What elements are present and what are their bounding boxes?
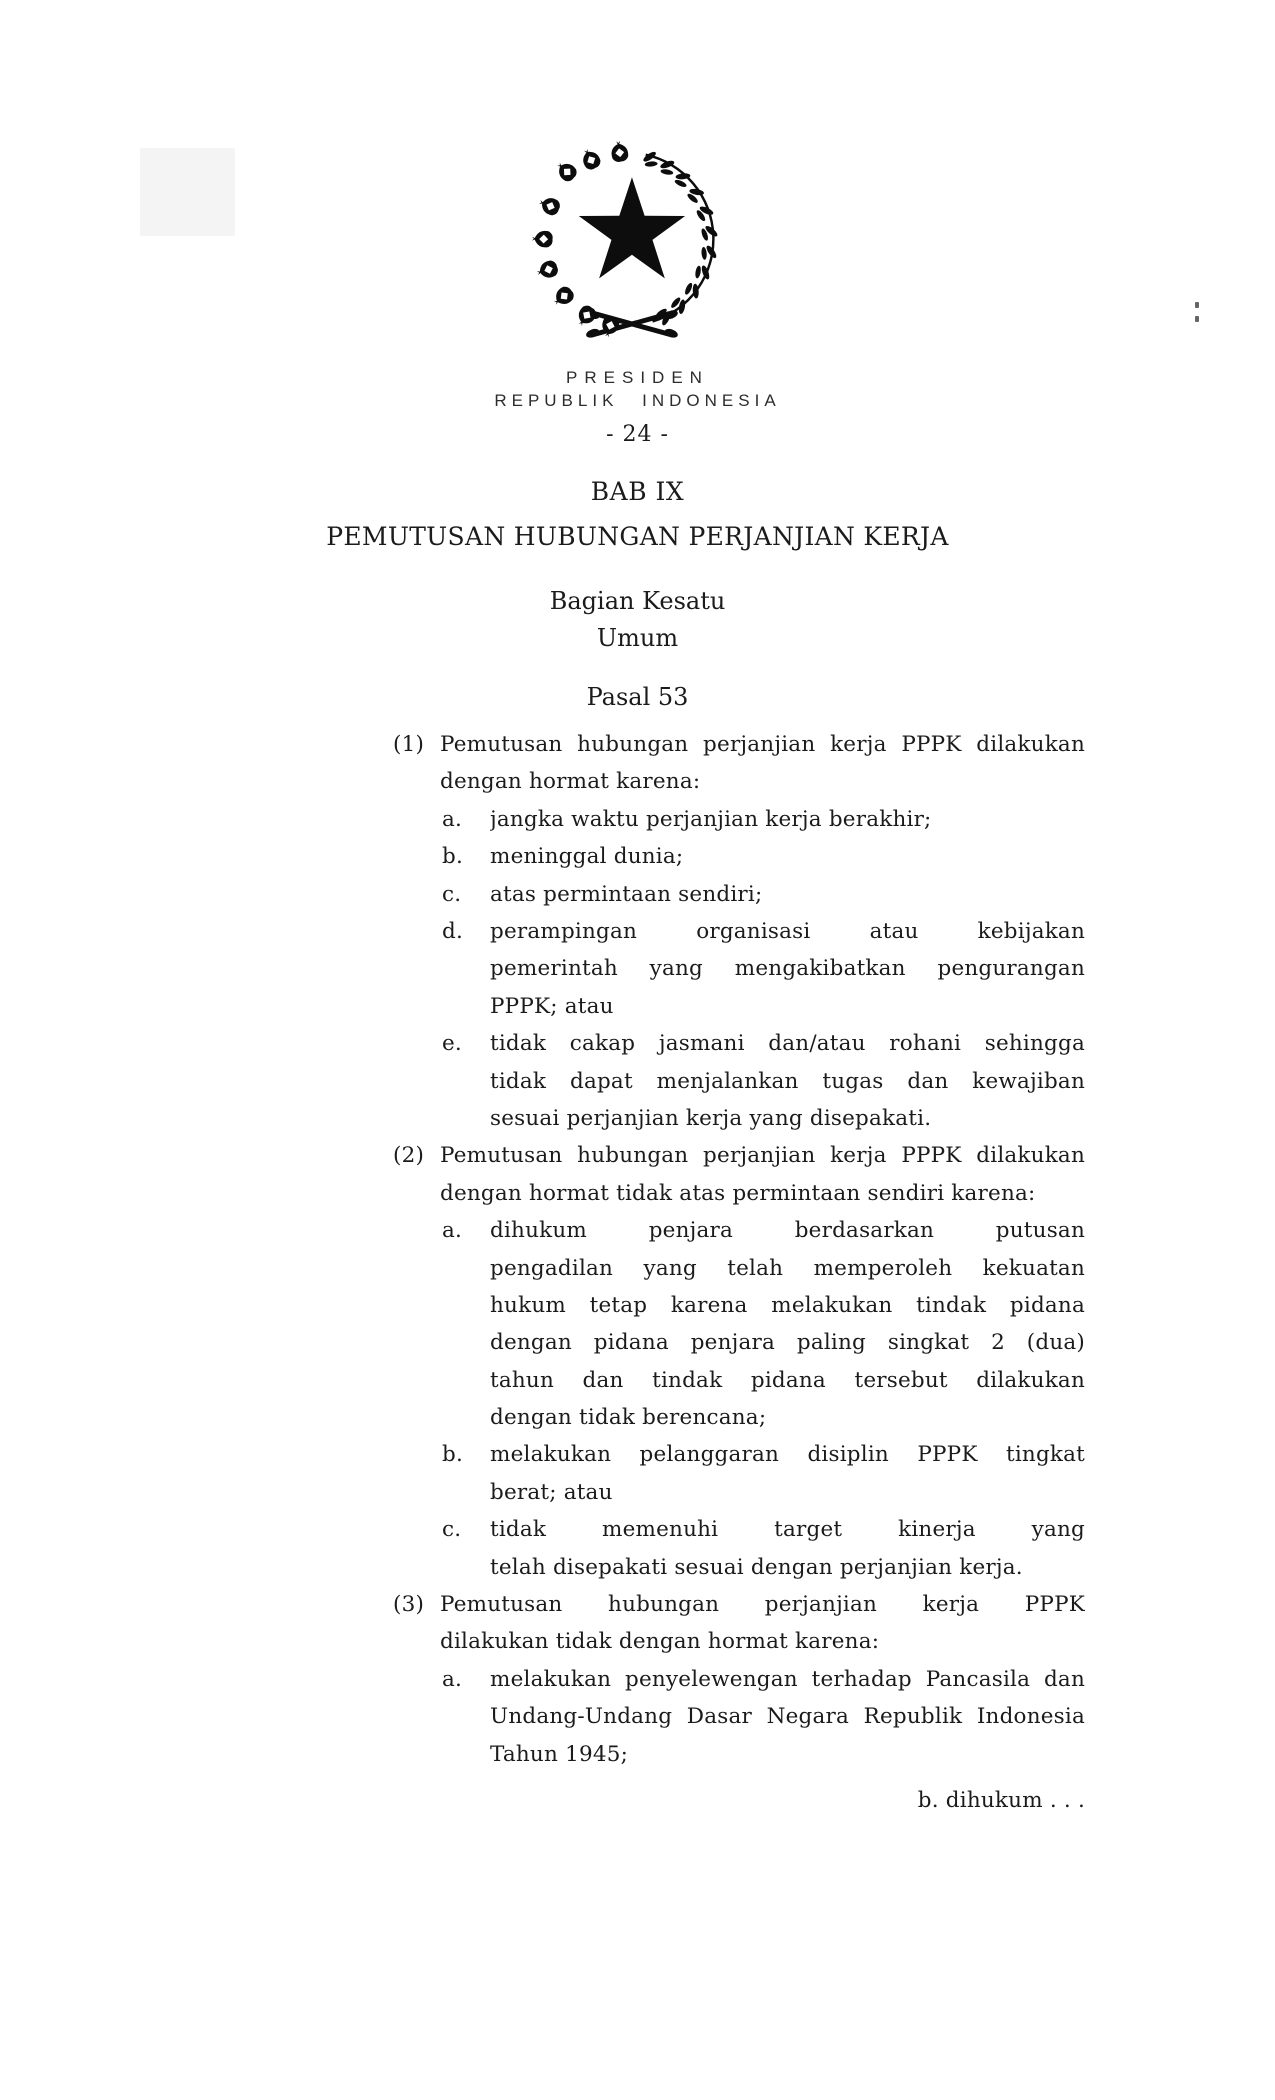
text-line: tidak dapat menjalankan tugas dan kewajiban [490,1068,1085,1094]
item-text [490,1511,1085,1586]
scan-artifact-smudge [140,148,235,236]
text-line: melakukan pelanggaran disiplin PPPK tingkat [490,1442,1085,1468]
item-letter: e. [442,1031,462,1057]
text-line: melakukan penyelewengan terhadap Pancasila dan [490,1666,1085,1692]
list-item-d [440,913,1085,1025]
text-line: tidak memenuhi target kinerja yang [490,1517,1085,1543]
chapter-title: PEMUTUSAN HUBUNGAN PERJANJIAN KERJA [326,522,949,551]
text-line: Pemutusan hubungan perjanjian kerja PPPK [440,1592,1085,1618]
text-line: jangka waktu perjanjian kerja berakhir; [490,806,932,832]
article-body [393,726,1085,1819]
text-line: Pemutusan hubungan perjanjian kerja PPPK dilakukan [440,732,1085,757]
letterhead-presiden: PRESIDEN [566,368,709,387]
item-letter: c. [442,881,462,907]
item-letter: a. [442,1666,463,1692]
paragraph-number: (1) [393,732,425,757]
catchword: b. dihukum . . . [917,1787,1085,1813]
article-label: Pasal 53 [586,683,689,711]
list-item-a [440,801,1085,838]
list-item-c [440,876,1085,913]
text-line: Pemutusan hubungan perjanjian kerja PPPK dilakukan [440,1143,1085,1169]
part-label: Bagian Kesatu [549,587,726,615]
scan-artifact-colon [1195,302,1200,324]
part-name: Umum [596,624,679,652]
list-item-a [440,1661,1085,1773]
paragraph-3 [393,1586,1085,1773]
text-line: tahun dan tindak pidana tersebut dilakukan [490,1367,1085,1393]
list-item-c [440,1511,1085,1586]
text-line: dihukum penjara berdasarkan putusan [490,1218,1085,1244]
text-line: perampingan organisasi atau kebijakan [490,919,1085,944]
item-text [490,913,1085,1025]
paragraph-number: (2) [393,1143,425,1169]
paragraph-1 [393,726,1085,1137]
paragraph-number: (3) [393,1592,425,1618]
text-line: hukum tetap karena melakukan tindak pidana [490,1292,1085,1318]
item-text [490,1661,1085,1773]
presidential-seal [527,141,733,347]
item-text [490,1025,1085,1137]
list-item-a [440,1212,1085,1436]
item-letter: a. [442,1218,463,1244]
item-letter: b. [442,1442,463,1468]
text-line: berat; atau [490,1479,613,1505]
text-line: meninggal dunia; [490,844,684,870]
text-line: dilakukan tidak dengan hormat karena: [440,1629,880,1655]
star-icon [579,177,685,278]
item-text [490,801,1085,838]
text-line: pengadilan yang telah memperoleh kekuatan [490,1255,1085,1281]
text-line: atas permintaan sendiri; [490,881,763,907]
item-letter: d. [442,919,463,944]
list-item-e [440,1025,1085,1137]
text-line: Tahun 1945; [490,1741,629,1767]
item-text [490,838,1085,875]
text-line: pemerintah yang mengakibatkan pengurangan [490,956,1085,982]
item-text [490,1212,1085,1436]
letterhead-republik-indonesia: REPUBLIK INDONESIA [494,391,781,410]
item-letter: b. [442,844,463,870]
text-line: dengan hormat tidak atas permintaan sendiri karena: [440,1180,1036,1206]
text-line: PPPK; atau [490,993,614,1019]
text-line: tidak cakap jasmani dan/atau rohani sehingga [490,1031,1085,1057]
list-item-b [440,1436,1085,1511]
text-line: dengan tidak berencana; [490,1405,767,1431]
item-letter: c. [442,1517,462,1543]
paragraph-2 [393,1137,1085,1586]
list-item-b [440,838,1085,875]
star-wreath-seal-icon [527,141,733,347]
chapter-label: BAB IX [590,477,685,506]
text-line: dengan pidana penjara paling singkat 2 (dua) [490,1330,1085,1356]
text-line: sesuai perjanjian kerja yang disepakati. [490,1105,932,1131]
item-letter: a. [442,806,463,832]
item-text [490,1436,1085,1511]
item-text [490,876,1085,913]
text-line: dengan hormat karena: [440,769,701,795]
text-line: telah disepakati sesuai dengan perjanjian kerja. [490,1554,1023,1580]
page-number: - 24 - [606,422,669,447]
text-line: Undang-Undang Dasar Negara Republik Indonesia [490,1704,1085,1730]
